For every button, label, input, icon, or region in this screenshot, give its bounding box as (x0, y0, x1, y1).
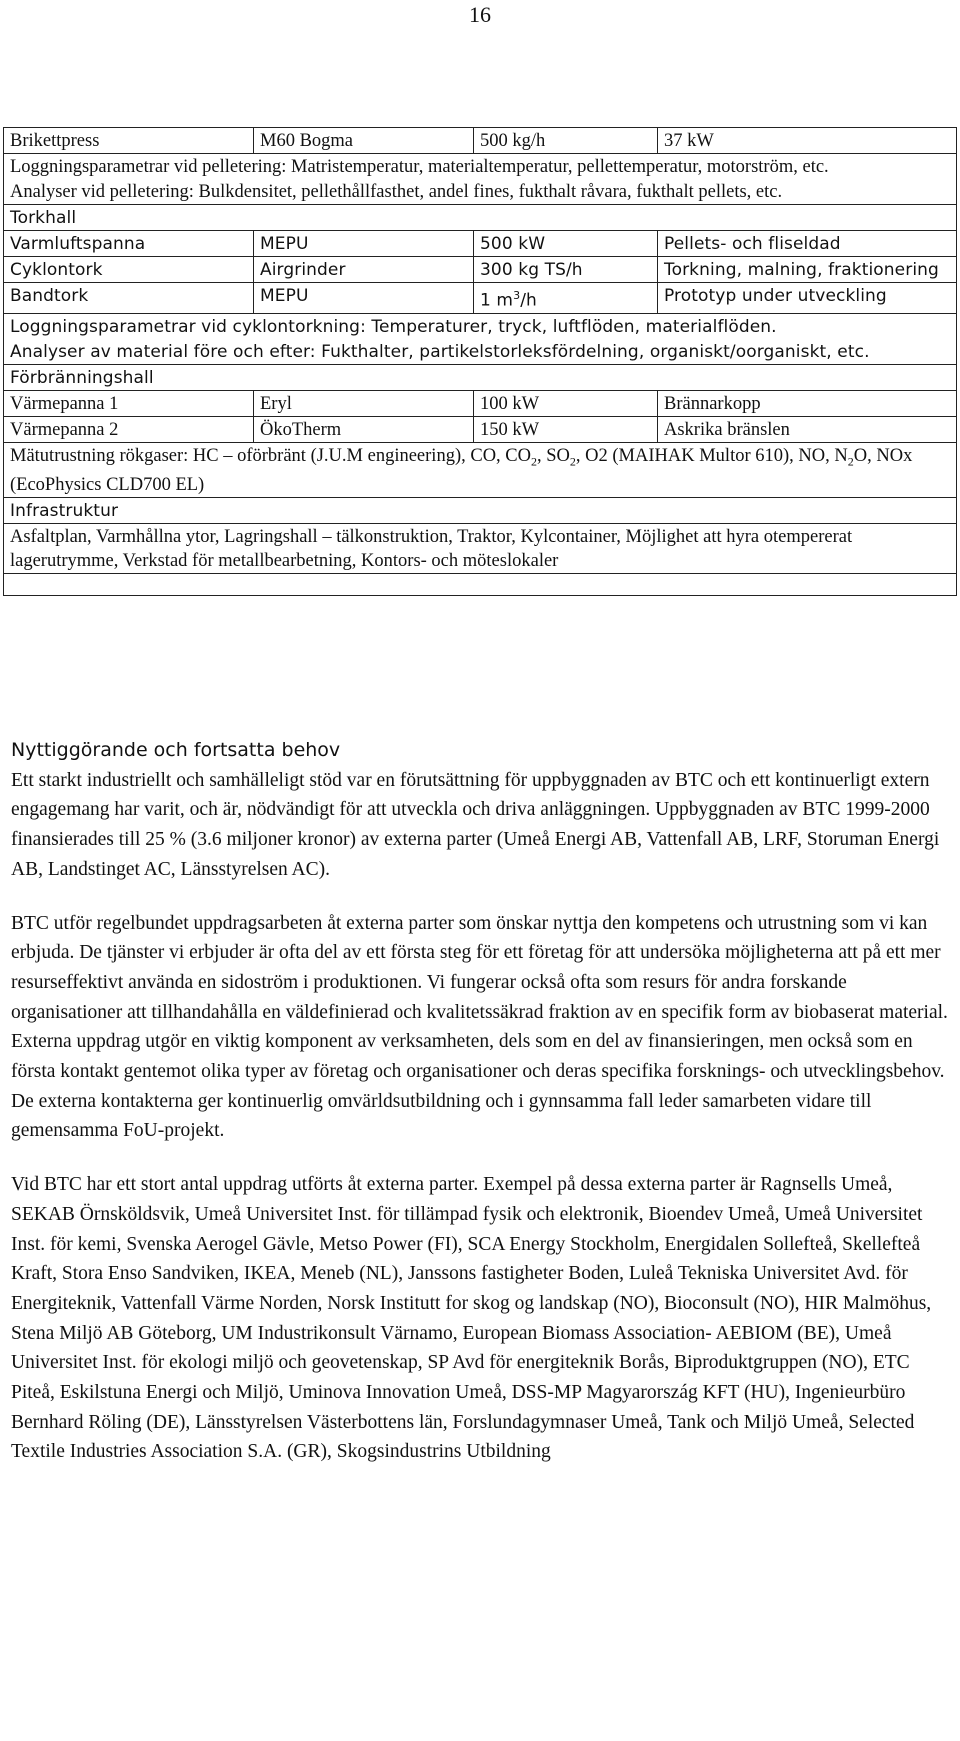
table-cell: ÖkoTherm (254, 416, 474, 442)
table-cell: Pellets- och fliseldad (658, 231, 957, 257)
subscript: 2 (569, 454, 576, 469)
table-cell: M60 Bogma (254, 128, 474, 154)
section-title-forbranningshall: Förbränningshall (4, 364, 957, 390)
volume-unit: /h (520, 290, 537, 311)
table-cell (474, 283, 658, 314)
table-cell: 37 kW (658, 128, 957, 154)
table-cell: 500 kW (474, 231, 658, 257)
table-row (4, 313, 957, 339)
table-cell: Airgrinder (254, 257, 474, 283)
table-cell (4, 442, 957, 498)
table-row (4, 154, 957, 180)
table-cell: 150 kW (474, 416, 658, 442)
table-cell: Prototyp under utveckling (658, 283, 957, 314)
table-row (4, 498, 957, 524)
table-cell: MEPU (254, 283, 474, 314)
table-row (4, 442, 957, 498)
table-cell: Analyser vid pelletering: Bulkdensitet, pellethållfasthet, andel fines, fukthalt råvara, fukthalt pellets, etc. (4, 179, 957, 205)
table-cell: Varmluftspanna (4, 231, 254, 257)
text-run: O, NOx (EcoPhysics CLD700 EL) (10, 445, 913, 496)
table-cell: Asfaltplan, Varmhållna ytor, Lagringshall – tälkonstruktion, Traktor, Kylcontainer, Möjlighet att hyra otempererat lagerutrymme, Verkstad för metallbearbetning, Kontors- och möteslokaler (4, 524, 957, 574)
paragraph: Ett starkt industriellt och samhälleligt stöd var en förutsättning för uppbyggnaden av BTC och ett kontinuerligt extern engagemang har varit, och är, nödvändigt för att utveckla och driva anläggningen. Uppbyggnaden av BTC 1999-2000 finansierades till 25 % (3.6 miljoner kronor) av externa parter (Umeå Energi AB, Vattenfall AB, LRF, Storuman Energi AB, Landstinget AC, Länsstyrelsen AC). (11, 769, 940, 880)
table-row (4, 574, 957, 596)
table-cell: Eryl (254, 390, 474, 416)
table-cell: Brännarkopp (658, 390, 957, 416)
table-row (4, 205, 957, 231)
table-row (4, 339, 957, 365)
equipment-table (3, 127, 957, 596)
superscript: 3 (513, 289, 521, 302)
table-row (4, 390, 957, 416)
table-cell: 300 kg TS/h (474, 257, 658, 283)
table-cell: MEPU (254, 231, 474, 257)
table-cell: Brikettpress (4, 128, 254, 154)
table-cell: Bandtork (4, 283, 254, 314)
table-row (4, 283, 957, 314)
table-row (4, 364, 957, 390)
table-cell-empty (4, 574, 957, 596)
page-number: 16 (469, 2, 491, 27)
table-row (4, 128, 957, 154)
body-section (11, 736, 951, 1467)
table-cell: Värmepanna 1 (4, 390, 254, 416)
table-cell: Askrika bränslen (658, 416, 957, 442)
table-cell: 100 kW (474, 390, 658, 416)
table-cell: Loggningsparametrar vid pelletering: Matristemperatur, materialtemperatur, pellettemperatur, motorström, etc. (4, 154, 957, 180)
paragraph: BTC utför regelbundet uppdragsarbeten åt externa parter som önskar nyttja den kompetens och utrustning som vi kan erbjuda. De tjänster vi erbjuder är ofta del av ett första steg för ett företag för att undersöka möjligheterna att på ett mer resurseffektivt använda en sidoström i produktionen. Vi fungerar också ofta som resurs för andra forskande organisationer att tillhandahålla en väldefinierad och kvalitetssäkrad fraktion av en specifik form av biobaserat material. Externa uppdrag utgör en viktig komponent av verksamheten, dels som en del av finansieringen, men också som en första kontakt gentemot olika typer av företag och organisationer och deras specifika forsknings- och utvecklingsbehov. De externa kontakterna ger kontinuerlig omvärldsutbildning och i gynnsamma fall leder samarbeten vidare till gemensamma FoU-projekt. (11, 912, 948, 1142)
table-row (4, 257, 957, 283)
paragraph: Vid BTC har ett stort antal uppdrag utförts åt externa parter. Exempel på dessa externa parter är Ragnsells Umeå, SEKAB Örnsköldsvik, Umeå Universitet Inst. för tillämpad fysik och elektronik, Bioendev Umeå, Umeå Universitet Inst. för kemi, Svenska Aerogel Gävle, Metso Power (FI), SCA Energy Stockholm, Energidalen Sollefteå, Skellefteå Kraft, Stora Enso Sandviken, IKEA, Meneb (NL), Janssons fastigheter Boden, Luleå Tekniska Universitet Avd. för Energiteknik, Vattenfall Värme Norden, Norsk Institutt for skog og landskap (NO), Bioconsult (NO), HIR Malmöhus, Stena Miljö AB Göteborg, UM Industrikonsult Värnamo, European Biomass Association- AEBIOM (BE), Umeå Universitet Inst. för ekologi miljö och geovetenskap, SP Avd för energiteknik Borås, Biproduktgruppen (NO), ETC Piteå, Eskilstuna Energi och Miljö, Uminova Innovation Umeå, DSS-MP Magyarország KFT (HU), Ingenieurbüro Bernhard Röling (DE), Länsstyrelsen Västerbottens län, Forslundagymnaser Umeå, Tank och Miljö Umeå, Selected Textile Industries Association S.A. (GR), Skogsindustrins Utbildning (11, 1174, 932, 1463)
table-row (4, 416, 957, 442)
table-row (4, 231, 957, 257)
table-cell: 500 kg/h (474, 128, 658, 154)
text-run: , SO (537, 445, 570, 466)
subscript: 2 (847, 454, 854, 469)
section-title-infrastruktur: Infrastruktur (4, 498, 957, 524)
subscript: 2 (531, 454, 537, 469)
section-title-torkhall: Torkhall (4, 205, 957, 231)
table-cell: Torkning, malning, fraktionering (658, 257, 957, 283)
table-cell: Analyser av material före och efter: Fukthalter, partikelstorleksfördelning, organiskt/oorganiskt, etc. (4, 339, 957, 365)
table-cell: Värmepanna 2 (4, 416, 254, 442)
table-cell: Cyklontork (4, 257, 254, 283)
text-run: , O2 (MAIHAK Multor 610), NO, N (575, 445, 848, 466)
section-heading: Nyttiggörande och fortsatta behov (11, 739, 341, 761)
table-cell: Loggningsparametrar vid cyklontorkning: Temperaturer, tryck, luftflöden, materialflöden. (4, 313, 957, 339)
text-run: Mätutrustning rökgaser: HC – oförbränt (J.U.M engineering), CO, CO (10, 445, 531, 466)
table-row (4, 179, 957, 205)
table-row (4, 524, 957, 574)
volume-value: 1 m (480, 290, 514, 311)
